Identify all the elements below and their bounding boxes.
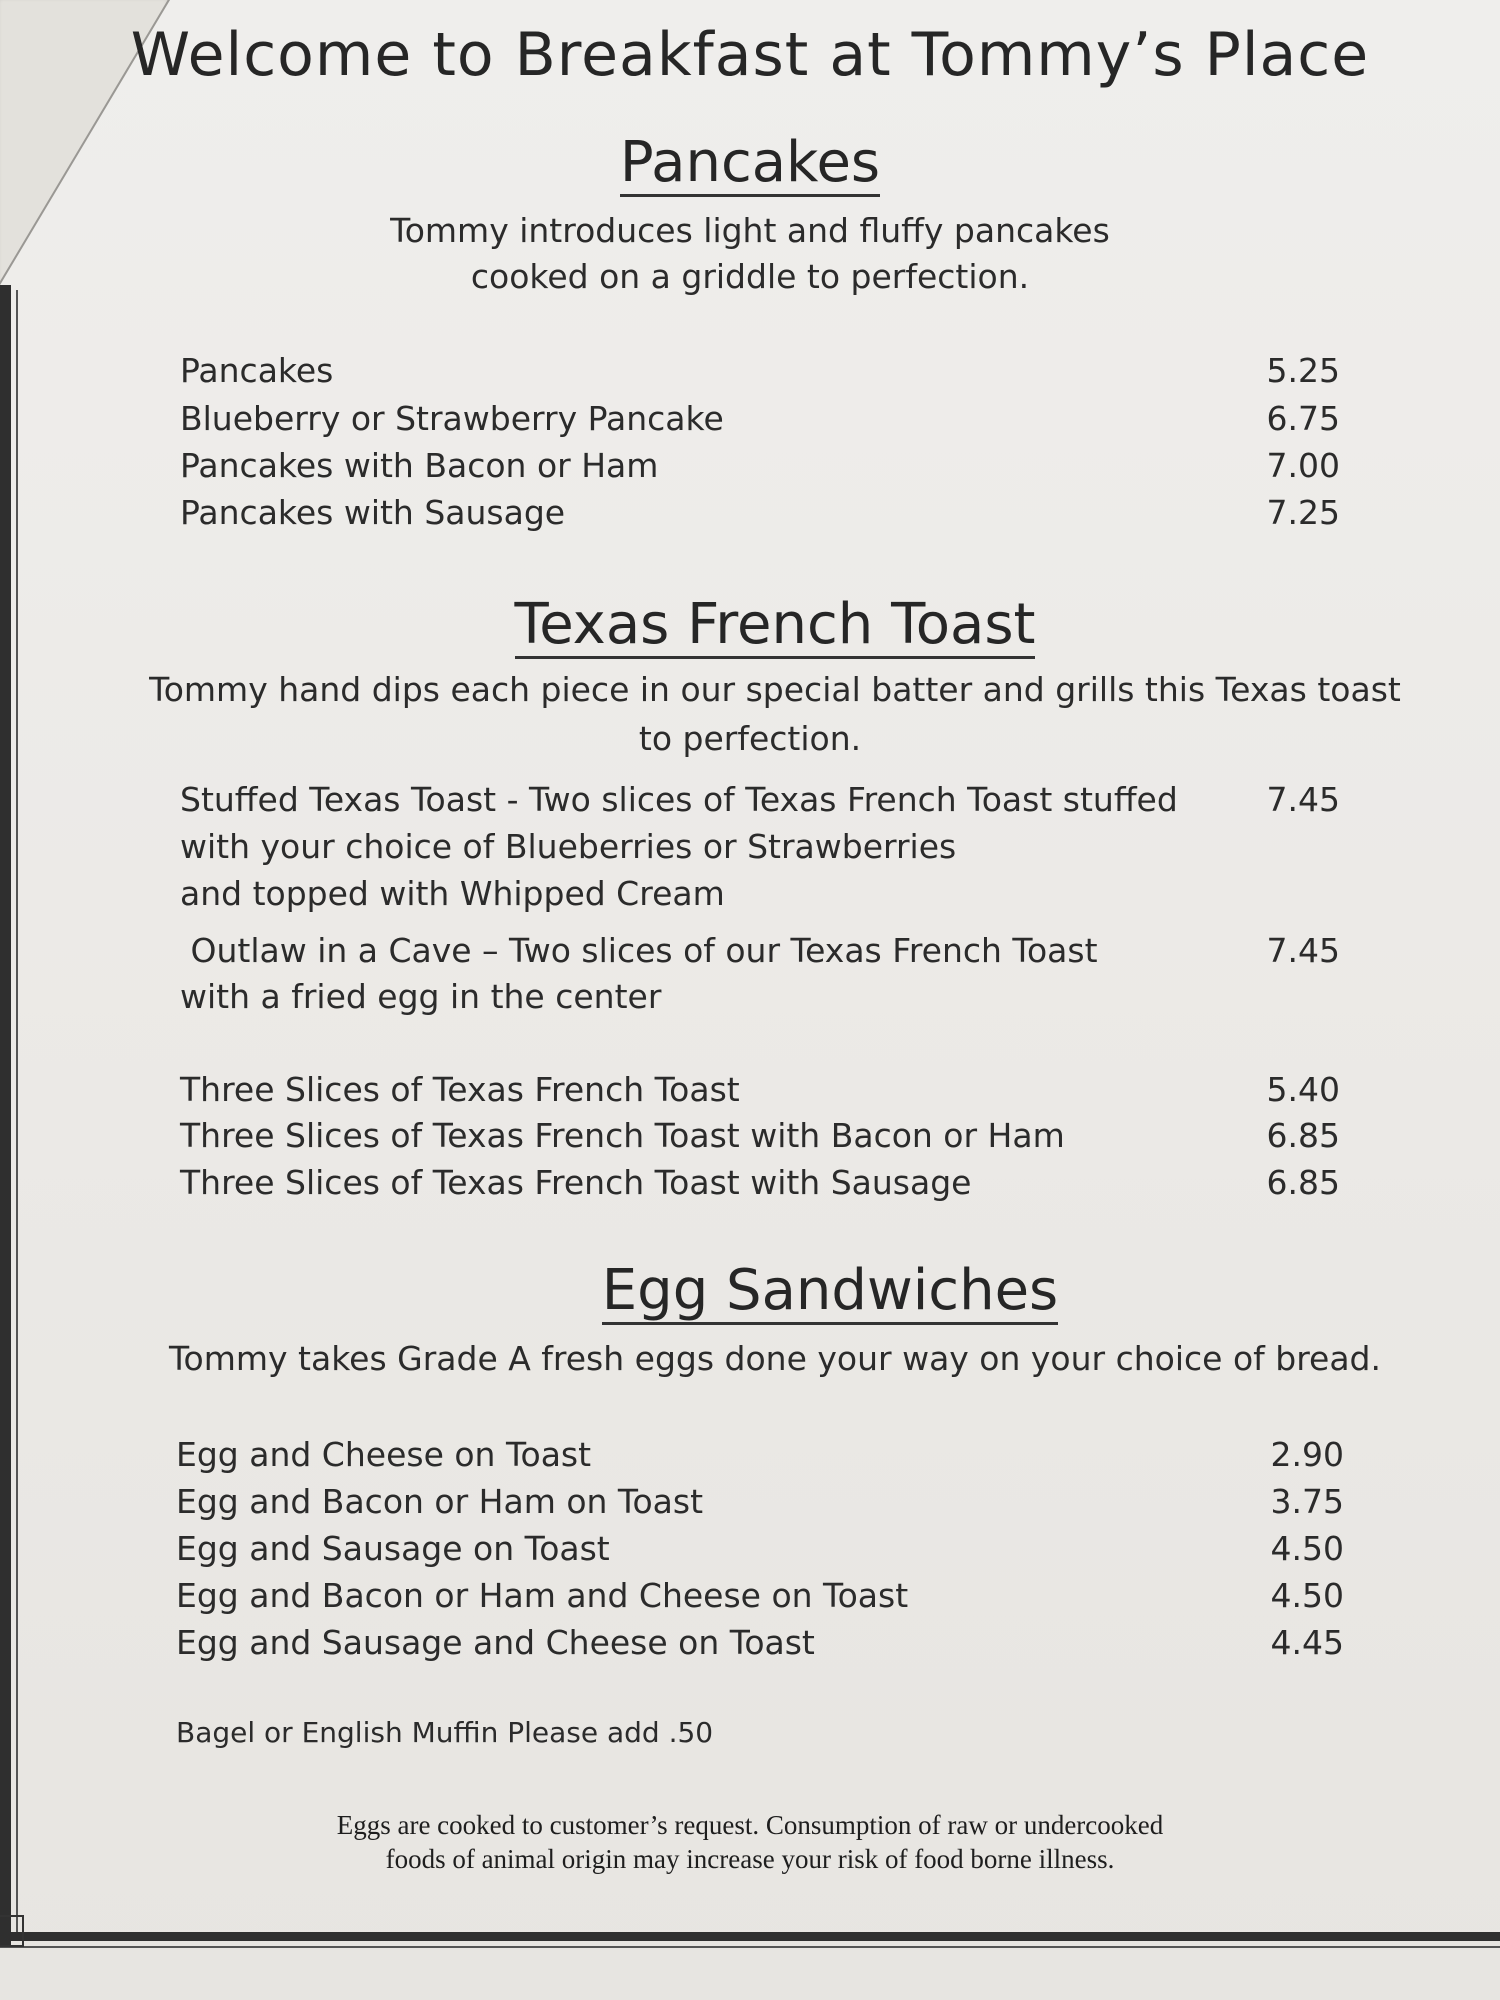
menu-item-name: Stuffed Texas Toast - Two slices of Texas French Toast stuffed xyxy=(180,780,1178,819)
menu-item-name: Pancakes with Sausage xyxy=(180,493,566,532)
menu-item-description: and topped with Whipped Cream xyxy=(180,874,725,913)
menu-item-name: Three Slices of Texas French Toast with Sausage xyxy=(180,1163,972,1202)
menu-item-price: 7.00 xyxy=(1266,446,1340,485)
menu-item-name: Pancakes with Bacon or Ham xyxy=(180,446,659,485)
menu-item-name: Outlaw in a Cave – Two slices of our Texas French Toast xyxy=(180,931,1098,970)
menu-item-price: 6.85 xyxy=(1266,1163,1340,1202)
bread-upgrade-note: Bagel or English Muffin Please add .50 xyxy=(176,1716,714,1749)
section-description-line: Tommy takes Grade A fresh eggs done your way on your choice of bread. xyxy=(169,1339,1381,1378)
menu-item-price: 7.45 xyxy=(1266,780,1340,819)
section-heading-label: Pancakes xyxy=(619,130,881,195)
section-description-line: to perfection. xyxy=(638,719,862,758)
section-heading-label: Texas French Toast xyxy=(514,592,1036,657)
section-heading-egg-sandwiches xyxy=(80,1258,1500,1325)
menu-item-price: 4.50 xyxy=(1270,1529,1344,1568)
menu-item-price: 6.85 xyxy=(1266,1116,1340,1155)
menu-item-price: 5.40 xyxy=(1266,1070,1340,1109)
section-heading-french-toast xyxy=(25,592,1500,659)
menu-item-description: with your choice of Blueberries or Strawberries xyxy=(180,827,957,866)
disclaimer-line: foods of animal origin may increase your risk of food borne illness. xyxy=(385,1844,1115,1874)
menu-item-price: 6.75 xyxy=(1266,399,1340,438)
menu-item-name: Three Slices of Texas French Toast xyxy=(180,1070,740,1109)
menu-item-name: Egg and Bacon or Ham and Cheese on Toast xyxy=(176,1576,909,1615)
menu-item-name: Egg and Sausage on Toast xyxy=(176,1529,610,1568)
menu-item-price: 4.45 xyxy=(1270,1623,1344,1662)
menu-item-description: with a fried egg in the center xyxy=(180,977,662,1016)
menu-item-price: 2.90 xyxy=(1270,1435,1344,1474)
menu-item-name: Egg and Cheese on Toast xyxy=(176,1435,592,1474)
section-description-line: Tommy hand dips each piece in our special batter and grills this Texas toast xyxy=(149,670,1401,709)
menu-item-name: Blueberry or Strawberry Pancake xyxy=(180,399,724,438)
menu-item-price: 3.75 xyxy=(1270,1482,1344,1521)
menu-item-price: 7.25 xyxy=(1266,493,1340,532)
section-description-line: Tommy introduces light and fluffy pancakes xyxy=(390,211,1110,250)
section-heading-label: Egg Sandwiches xyxy=(601,1258,1059,1323)
menu-item-price: 5.25 xyxy=(1266,351,1340,390)
menu-item-price: 7.45 xyxy=(1266,931,1340,970)
section-heading-pancakes xyxy=(0,130,1500,197)
menu-item-name: Three Slices of Texas French Toast with Bacon or Ham xyxy=(180,1116,1065,1155)
section-description-line: cooked on a griddle to perfection. xyxy=(470,257,1030,296)
menu-title: Welcome to Breakfast at Tommy’s Place xyxy=(130,20,1370,90)
menu-item-price: 4.50 xyxy=(1270,1576,1344,1615)
menu-item-name: Egg and Sausage and Cheese on Toast xyxy=(176,1623,815,1662)
menu-item-name: Egg and Bacon or Ham on Toast xyxy=(176,1482,704,1521)
disclaimer-line: Eggs are cooked to customer’s request. Consumption of raw or undercooked xyxy=(336,1810,1164,1840)
food-safety-disclaimer xyxy=(0,1808,1500,1876)
menu-item-name: Pancakes xyxy=(180,351,334,390)
